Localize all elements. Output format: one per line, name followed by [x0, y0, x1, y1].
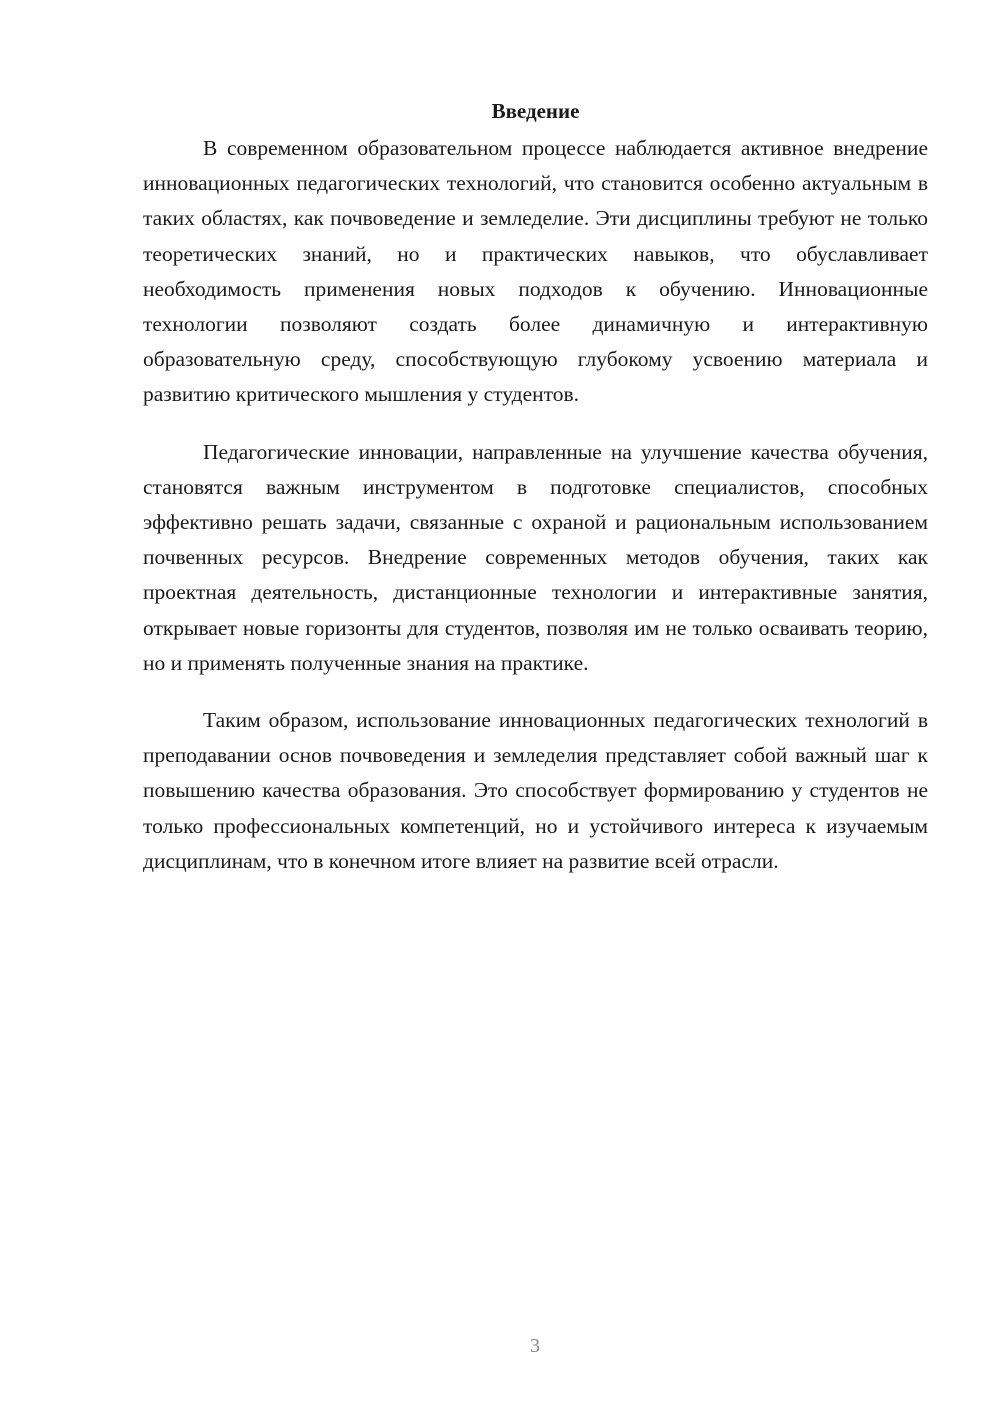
paragraph-2: Педагогические инновации, направленные на улучшение качества обучения, становятся важным инструментом в подготовке специалистов, способных эффективно решать задачи, связанные с охраной и рациональным использованием почвенных ресурсов. Внедрение современных методов обучения, таких как проектная деятельность, дистанционные технологии и интерактивные занятия, открывает новые горизонты для студентов, позволяя им не только осваивать теорию, но и применять полученные знания на практике.	[143, 439, 928, 675]
section-heading: Введение	[491, 99, 580, 123]
page-number: 3	[530, 1335, 540, 1357]
paragraph-3: Таким образом, использование инновационных педагогических технологий в преподавании основ почвоведения и земледелия представляет собой важный шаг к повышению качества образования. Это способствует формированию у студентов не только профессиональных компетенций, но и устойчивого интереса к изучаемым дисциплинам, что в конечном итоге влияет на развитие всей отрасли.	[143, 708, 928, 873]
paragraph-1: В современном образовательном процессе наблюдается активное внедрение инновационных педагогических технологий, что становится особенно актуальным в таких областях, как почвоведение и земледелие. Эти дисциплины требуют не только теоретических знаний, но и практических навыков, что обуславливает необходимость применения новых подходов к обучению. Инновационные технологии позволяют создать более динамичную и интерактивную образовательную среду, способствующую глубокому усвоению материала и развитию критического мышления у студентов.	[143, 136, 928, 407]
document-body	[143, 96, 928, 879]
